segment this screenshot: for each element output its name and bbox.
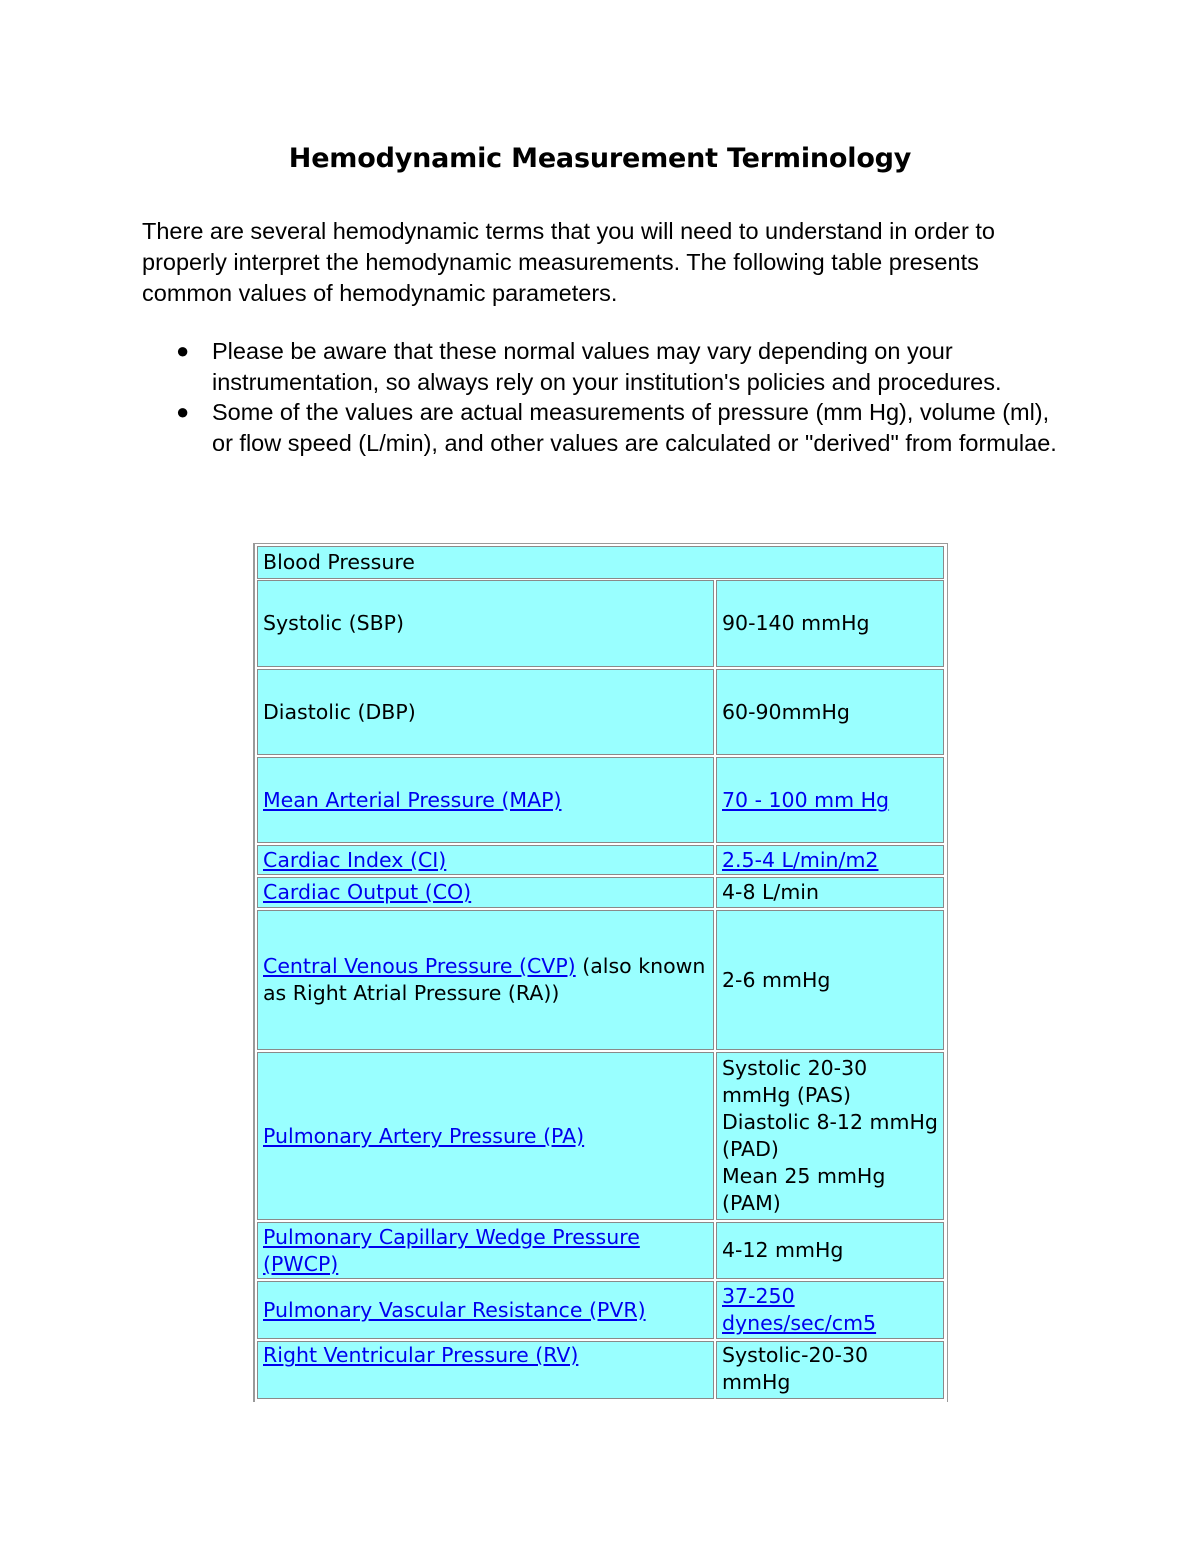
- bullet-icon: ●: [176, 338, 190, 363]
- notes-list: [142, 336, 1062, 458]
- table-row-term: [257, 669, 714, 755]
- table-row-term: [257, 845, 714, 875]
- bullet-icon: ●: [176, 399, 190, 424]
- value-pwcp: 4-12 mmHg: [722, 1238, 844, 1262]
- link-right-ventricular-pressure[interactable]: Right Ventricular Pressure (RV): [263, 1343, 579, 1367]
- link-pulmonary-capillary-wedge-pressure[interactable]: Pulmonary Capillary Wedge Pressure (PWCP): [263, 1224, 640, 1276]
- term-systolic: Systolic (SBP): [263, 611, 405, 635]
- table-row-term: [257, 1341, 714, 1399]
- table-header-label: Blood Pressure: [263, 550, 415, 574]
- term-central-venous-pressure: [263, 953, 708, 1007]
- value-systolic: 90-140 mmHg: [722, 611, 870, 635]
- list-item: [142, 336, 1062, 397]
- list-item-text: Please be aware that these normal values may vary depending on your instrumentation, so always rely on your institution's policies and procedures.: [212, 338, 1002, 395]
- table-row-value: [716, 669, 944, 755]
- list-item-text: Some of the values are actual measurements of pressure (mm Hg), volume (ml), or flow speed (L/min), and other values are calculated or "derived" from formulae.: [212, 399, 1057, 456]
- value-diastolic: 60-90mmHg: [722, 699, 850, 724]
- value-cvp: 2-6 mmHg: [722, 967, 831, 992]
- table-row-term: [257, 910, 714, 1050]
- value-pa: [722, 1055, 938, 1217]
- table-row-term: [257, 877, 714, 908]
- value-rv: Systolic-20-30 mmHg: [722, 1343, 869, 1394]
- link-ci-value[interactable]: 2.5-4 L/min/m2: [722, 847, 879, 872]
- value-pa-systolic: Systolic 20-30 mmHg (PAS): [722, 1056, 868, 1107]
- link-cardiac-index[interactable]: Cardiac Index (CI): [263, 847, 447, 872]
- table-row-term: [257, 1222, 714, 1279]
- link-central-venous-pressure[interactable]: Central Venous Pressure (CVP): [263, 954, 576, 978]
- table-header-blood-pressure: [257, 546, 944, 579]
- table-row-value: [716, 1281, 944, 1339]
- link-pulmonary-artery-pressure[interactable]: Pulmonary Artery Pressure (PA): [263, 1123, 585, 1148]
- table-row-term: [257, 757, 714, 843]
- table-row-value: [716, 1052, 944, 1220]
- table-row-term: [257, 1281, 714, 1339]
- page-title: Hemodynamic Measurement Terminology: [288, 143, 912, 174]
- link-pvr-value[interactable]: 37-250 dynes/sec/cm5: [722, 1284, 877, 1335]
- value-pa-diastolic: Diastolic 8-12 mmHg (PAD): [722, 1110, 938, 1161]
- table-row-value: [716, 845, 944, 875]
- link-map-value[interactable]: 70 - 100 mm Hg: [722, 787, 890, 812]
- term-diastolic: Diastolic (DBP): [263, 699, 416, 724]
- link-cardiac-output[interactable]: Cardiac Output (CO): [263, 880, 472, 904]
- table-row-value: [716, 757, 944, 843]
- hemodynamic-table: [253, 543, 948, 1402]
- table-row-value: [716, 1341, 944, 1399]
- table-row-term: [257, 1052, 714, 1220]
- link-pulmonary-vascular-resistance[interactable]: Pulmonary Vascular Resistance (PVR): [263, 1297, 646, 1322]
- value-pa-mean: Mean 25 mmHg (PAM): [722, 1164, 886, 1215]
- table-row-value: [716, 1222, 944, 1279]
- intro-paragraph: There are several hemodynamic terms that you will need to understand in order to properly interpret the hemodynamic measurements. The following table presents common values of hemodynamic parameters.: [142, 218, 995, 306]
- value-cardiac-output: 4-8 L/min: [722, 880, 819, 904]
- table-row-value: [716, 910, 944, 1050]
- list-item: [142, 397, 1062, 458]
- term-cvp-suffix: (also known as Right Atrial Pressure (RA)): [263, 954, 706, 1005]
- table-row-term: [257, 580, 714, 667]
- table-row-value: [716, 580, 944, 667]
- link-mean-arterial-pressure[interactable]: Mean Arterial Pressure (MAP): [263, 787, 562, 812]
- table-row-value: [716, 877, 944, 908]
